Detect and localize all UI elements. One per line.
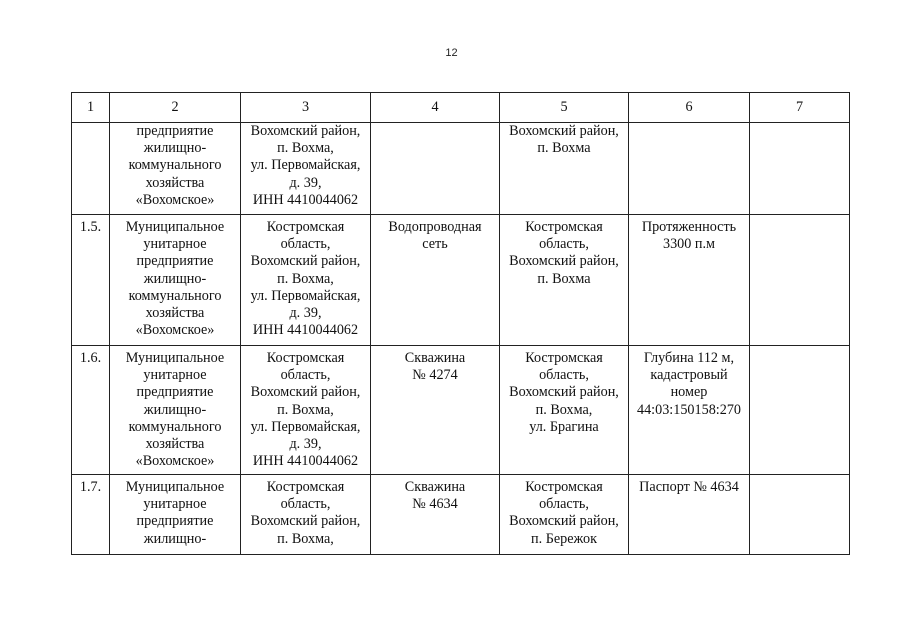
cell-line: хозяйства [145,436,205,453]
cell-line: ул. Первомайская, [250,287,361,304]
cell-line: ИНН 4410044062 [252,453,359,470]
column-header: 1 [72,93,110,123]
cell-line: Костромская [525,219,603,235]
cell-line: коммунального [128,287,222,304]
owner-cell [110,346,241,475]
column-header: 6 [629,93,750,123]
owner-address-cell [241,475,371,555]
owner-cell [110,215,241,346]
cell-line: Костромская [266,479,345,495]
cell-line: № 4634 [412,496,458,513]
cell-line: Костромская [266,219,345,235]
cell-line: сеть [422,236,448,253]
characteristics-cell [629,346,750,475]
column-header: 7 [750,93,850,123]
cell-line: Муниципальное [125,479,225,495]
row-number-cell: 1.7. [72,475,110,555]
cell-line: область, [280,496,331,513]
cell-line: Глубина 112 м, [643,350,735,366]
cell-line: жилищно- [143,270,207,287]
table-row [72,123,850,215]
owner-address-cell [241,346,371,475]
cell-line: область, [539,367,589,384]
note-cell [750,346,850,475]
cell-line: «Вохомское» [135,322,215,339]
cell-line: область, [539,496,589,513]
cell-line: Водопроводная [388,219,482,235]
owner-cell [110,475,241,555]
cell-line: унитарное [143,367,207,384]
cell-line: ИНН 4410044062 [252,322,359,339]
cell-line: унитарное [143,236,207,253]
cell-line: Вохомский район, [250,253,361,270]
cell-line: ул. Брагина [529,418,599,435]
object-cell [371,475,500,555]
location-cell [500,475,629,555]
cell-line: Костромская [525,350,603,366]
cell-line: д. 39, [289,174,322,191]
cell-line: Муниципальное [125,350,225,366]
cell-line: жилищно- [143,401,207,418]
cell-line: коммунального [128,418,222,435]
cell-line: коммунального [128,157,222,174]
owner-cell [110,123,241,215]
table-row [72,215,850,346]
cell-line: Скважина [404,479,466,495]
cell-line: область, [280,236,331,253]
characteristics-cell [629,215,750,346]
cell-line: п. Вохма, [535,401,593,418]
table-body [72,93,850,555]
cell-line: Протяженность [641,219,737,235]
cell-line: п. Вохма [537,140,591,157]
cell-line: 3300 п.м [662,236,716,253]
column-header: 2 [110,93,241,123]
cell-line: д. 39, [289,305,322,322]
note-cell [750,475,850,555]
cell-line: хозяйства [145,305,205,322]
header-row [72,93,850,123]
column-header: 4 [371,93,500,123]
characteristics-cell [629,123,750,215]
cell-line: предприятие [136,123,214,139]
cell-line: Вохомский район, [250,384,361,401]
cell-line: ул. Первомайская, [250,418,361,435]
note-cell [750,215,850,346]
table-row [72,475,850,555]
cell-line: область, [539,236,589,253]
cell-line: жилищно- [143,140,207,157]
cell-line: Вохомский район, [250,513,361,530]
object-cell [371,215,500,346]
row-number-cell [72,123,110,215]
cell-line: п. Вохма, [277,140,334,157]
page-number: 12 [445,47,458,59]
cell-line: п. Бережок [531,530,597,547]
cell-line: Вохомский район, [509,253,619,270]
cell-line: Вохомский район, [509,123,619,139]
cell-line: № 4274 [412,367,458,384]
cell-line: п. Вохма, [277,530,334,547]
cell-line: 44:03:150158:270 [636,401,742,418]
cell-line: Паспорт № 4634 [639,479,739,495]
column-header: 3 [241,93,371,123]
cell-line: «Вохомское» [135,191,215,208]
cell-line: номер [670,384,708,401]
location-cell [500,215,629,346]
cell-line: Скважина [404,350,466,366]
characteristics-cell [629,475,750,555]
cell-line: «Вохомское» [135,453,215,470]
note-cell [750,123,850,215]
cell-line: Костромская [266,350,345,366]
owner-address-cell [241,215,371,346]
cell-line: Вохомский район, [250,123,361,139]
cell-line: область, [280,367,331,384]
registry-table [71,92,850,555]
cell-line: предприятие [136,513,214,530]
cell-line: д. 39, [289,436,322,453]
cell-line: ИНН 4410044062 [252,191,359,208]
location-cell [500,346,629,475]
cell-line: Костромская [525,479,603,495]
location-cell [500,123,629,215]
cell-line: жилищно- [143,530,207,547]
cell-line: хозяйства [145,174,205,191]
table-row [72,346,850,475]
cell-line: п. Вохма [537,270,591,287]
cell-line: Вохомский район, [509,384,619,401]
row-number-cell: 1.6. [72,346,110,475]
cell-line: предприятие [136,384,214,401]
cell-line: Муниципальное [125,219,225,235]
cell-line: ул. Первомайская, [250,157,361,174]
cell-line: кадастровый [650,367,728,384]
object-cell [371,346,500,475]
row-number-cell: 1.5. [72,215,110,346]
owner-address-cell [241,123,371,215]
cell-line: п. Вохма, [277,270,334,287]
column-header: 5 [500,93,629,123]
cell-line: п. Вохма, [277,401,334,418]
cell-line: Вохомский район, [509,513,619,530]
cell-line: предприятие [136,253,214,270]
cell-line: унитарное [143,496,207,513]
object-cell [371,123,500,215]
